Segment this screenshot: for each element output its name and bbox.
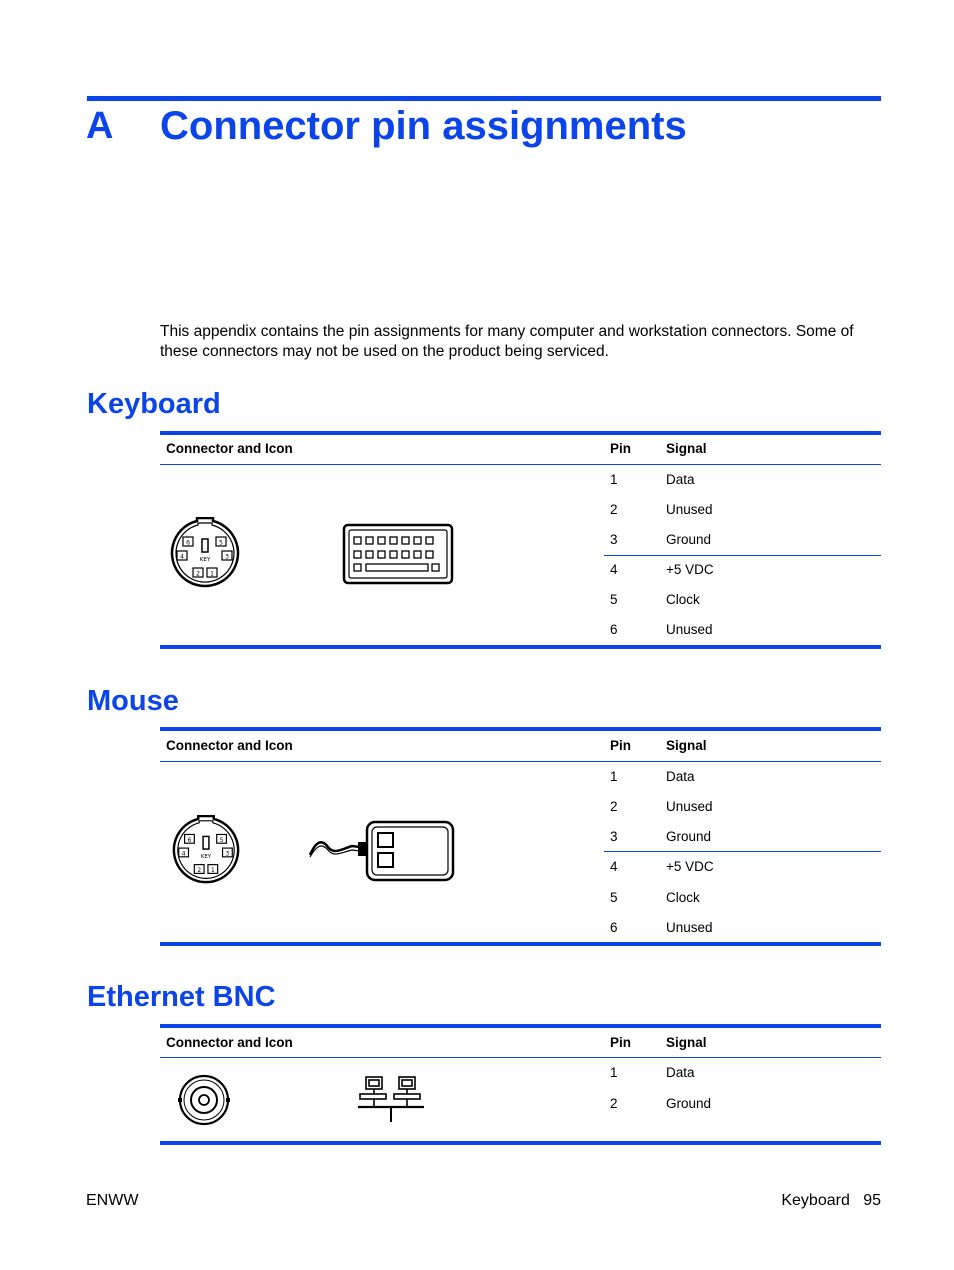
pin-number: 2	[197, 867, 202, 874]
mini-din-connector-icon	[170, 815, 242, 887]
chapter-letter: A	[86, 105, 114, 147]
table-cell-pin: 3	[610, 532, 618, 547]
footer-section-name: Keyboard	[781, 1192, 850, 1209]
pin-number: 6	[186, 539, 190, 547]
table-cell-signal: Unused	[666, 799, 713, 814]
section-title-keyboard: Keyboard	[87, 388, 221, 420]
table-cell-pin: 5	[610, 890, 618, 905]
network-icon	[356, 1076, 426, 1126]
table-cell-signal: Data	[666, 1065, 695, 1080]
mini-din-connector-icon	[168, 517, 242, 591]
table-cell-pin: 2	[610, 1096, 618, 1111]
table-cell-pin: 2	[610, 799, 618, 814]
column-header-pin: Pin	[610, 1035, 632, 1050]
bnc-connector-icon	[178, 1074, 230, 1126]
section-title-ethernet-bnc: Ethernet BNC	[87, 981, 276, 1013]
pin-number: 2	[196, 570, 200, 578]
table-cell-pin: 5	[610, 592, 618, 607]
column-header-pin: Pin	[610, 441, 632, 456]
keyboard-icon	[342, 523, 454, 585]
table-cell-pin: 3	[610, 829, 618, 844]
table-cell-signal: Clock	[666, 592, 700, 607]
table-bottom-rule	[160, 942, 881, 946]
pin-number: 6	[187, 837, 192, 844]
table-cell-signal: +5 VDC	[666, 859, 714, 874]
table-top-rule	[160, 727, 881, 731]
table-cell-pin: 4	[610, 562, 618, 577]
pin-number: 4	[181, 851, 186, 858]
row-divider	[604, 555, 881, 556]
table-cell-pin: 2	[610, 502, 618, 517]
pin-number: 1	[210, 570, 214, 578]
header-divider	[160, 464, 881, 465]
table-bottom-rule	[160, 645, 881, 649]
ethernet-bnc-pin-table	[160, 1024, 881, 1146]
chapter-top-rule	[87, 96, 881, 101]
table-cell-signal: Data	[666, 472, 695, 487]
keyboard-pin-table	[160, 431, 881, 650]
column-header-signal: Signal	[666, 738, 707, 753]
table-cell-signal: Unused	[666, 622, 713, 637]
header-divider	[160, 761, 881, 762]
table-cell-signal: +5 VDC	[666, 562, 714, 577]
table-cell-pin: 1	[610, 1065, 618, 1080]
mouse-pin-table	[160, 727, 881, 947]
table-top-rule	[160, 1024, 881, 1028]
column-header-signal: Signal	[666, 1035, 707, 1050]
table-cell-signal: Ground	[666, 829, 712, 844]
table-cell-signal: Ground	[666, 532, 712, 547]
pin-number: 3	[225, 851, 230, 858]
table-cell-signal: Data	[666, 769, 695, 784]
intro-paragraph: This appendix contains the pin assignments for many computer and workstation connectors. Some of these connectors may not be used on the product being serviced.	[160, 323, 854, 360]
table-cell-signal: Ground	[666, 1096, 712, 1111]
row-divider	[604, 851, 881, 852]
column-header-connector: Connector and Icon	[166, 441, 293, 456]
pin-number: 4	[180, 553, 184, 561]
column-header-signal: Signal	[666, 441, 707, 456]
table-bottom-rule	[160, 1141, 881, 1145]
table-top-rule	[160, 431, 881, 435]
mouse-icon	[308, 819, 456, 883]
column-header-connector: Connector and Icon	[166, 1035, 293, 1050]
table-cell-pin: 6	[610, 920, 618, 935]
column-header-pin: Pin	[610, 738, 632, 753]
table-cell-pin: 1	[610, 472, 618, 487]
footer-page-info	[781, 1192, 881, 1210]
connector-key-label: KEY	[200, 853, 212, 860]
table-cell-pin: 6	[610, 622, 618, 637]
table-cell-pin: 1	[610, 769, 618, 784]
connector-key-label: KEY	[199, 557, 211, 563]
section-title-mouse: Mouse	[87, 685, 179, 717]
header-divider	[160, 1057, 881, 1058]
footer-page-number: 95	[863, 1192, 881, 1209]
table-cell-signal: Unused	[666, 502, 713, 517]
table-cell-pin: 4	[610, 859, 618, 874]
table-cell-signal: Clock	[666, 890, 700, 905]
footer-doc-id: ENWW	[86, 1192, 139, 1209]
column-header-connector: Connector and Icon	[166, 738, 293, 753]
pin-number: 5	[219, 539, 223, 547]
chapter-title: Connector pin assignments	[160, 104, 687, 148]
pin-number: 3	[225, 553, 229, 561]
pin-number: 5	[219, 837, 224, 844]
table-cell-signal: Unused	[666, 920, 713, 935]
pin-number: 1	[210, 867, 215, 874]
